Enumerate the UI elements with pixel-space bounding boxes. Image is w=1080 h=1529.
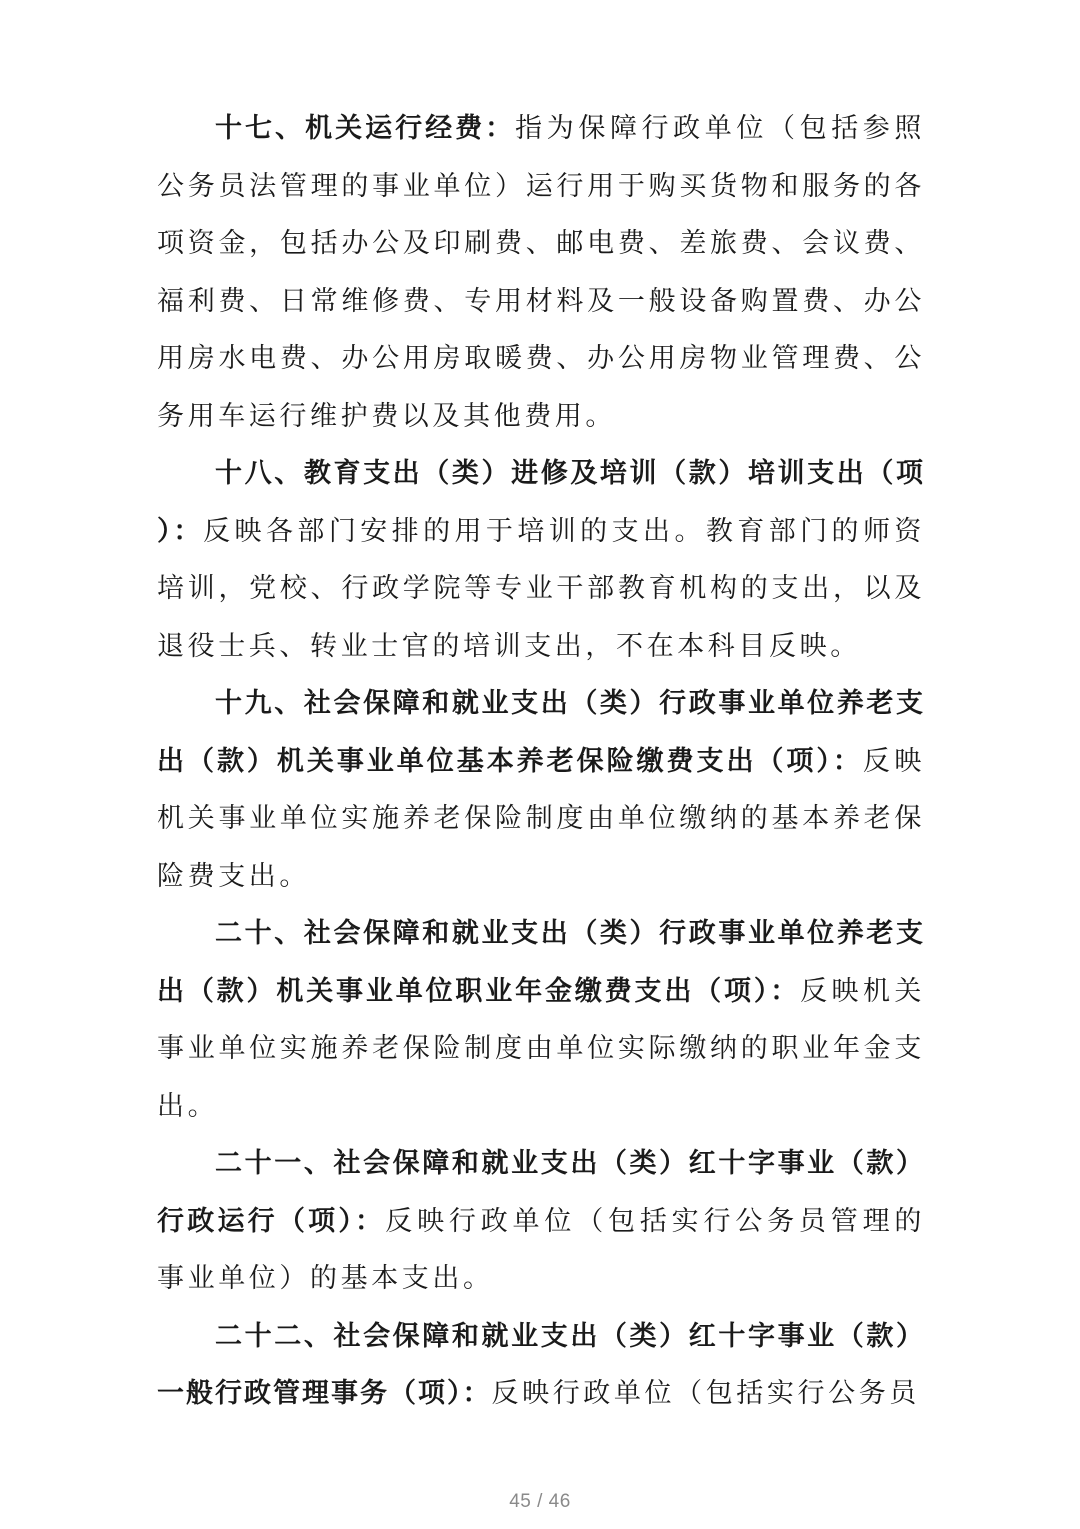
document-page — [157, 100, 925, 1423]
paragraph-17-text: 指为保障行政单位（包括参照公务员法管理的事业单位）运行用于购买货物和服务的各项资金，包括办公及印刷费、邮电费、差旅费、会议费、福利费、日常维修费、专用材料及一般设备购置费、办公用房水电费、办公用房取暖费、办公用房物业管理费、公务用车运行维护费以及其他费用。 — [157, 113, 926, 432]
paragraph-17-term: 十七、机关运行经费： — [215, 113, 516, 144]
paragraph-20-term: 二十、社会保障和就业支出（类）行政事业单位养老支出（款）机关事业单位职业年金缴费支出（项）： — [157, 918, 925, 1007]
paragraph-21-term: 二十一、社会保障和就业支出（类）红十字事业（款）行政运行（项）： — [157, 1148, 925, 1237]
paragraph-20-text: 反映机关事业单位实施养老保险制度由单位实际缴纳的职业年金支出。 — [157, 975, 925, 1122]
paragraph-19-term: 十九、社会保障和就业支出（类）行政事业单位养老支出（款）机关事业单位基本养老保险缴费支出（项）： — [157, 688, 925, 777]
paragraph-21 — [157, 1135, 925, 1308]
paragraph-19-text: 反映机关事业单位实施养老保险制度由单位缴纳的基本养老保险费支出。 — [157, 745, 926, 892]
paragraph-22 — [157, 1308, 925, 1423]
paragraph-18 — [157, 445, 925, 675]
page-number: 45 / 46 — [509, 1491, 571, 1512]
paragraph-20 — [157, 905, 925, 1135]
paragraph-21-text: 反映行政单位（包括实行公务员管理的事业单位）的基本支出。 — [157, 1205, 925, 1294]
paragraph-22-term: 二十二、社会保障和就业支出（类）红十字事业（款）一般行政管理事务（项）： — [157, 1320, 925, 1409]
paragraph-18-text: 反映各部门安排的用于培训的支出。教育部门的师资培训，党校、行政学院等专业干部教育机构的支出，以及退役士兵、转业士官的培训支出，不在本科目反映。 — [157, 515, 925, 662]
paragraph-19 — [157, 675, 925, 905]
paragraph-22-text: 反映行政单位（包括实行公务员 — [491, 1378, 920, 1409]
paragraph-17 — [157, 100, 925, 445]
paragraph-18-term: 十八、教育支出（类）进修及培训（款）培训支出（项）： — [157, 458, 925, 547]
